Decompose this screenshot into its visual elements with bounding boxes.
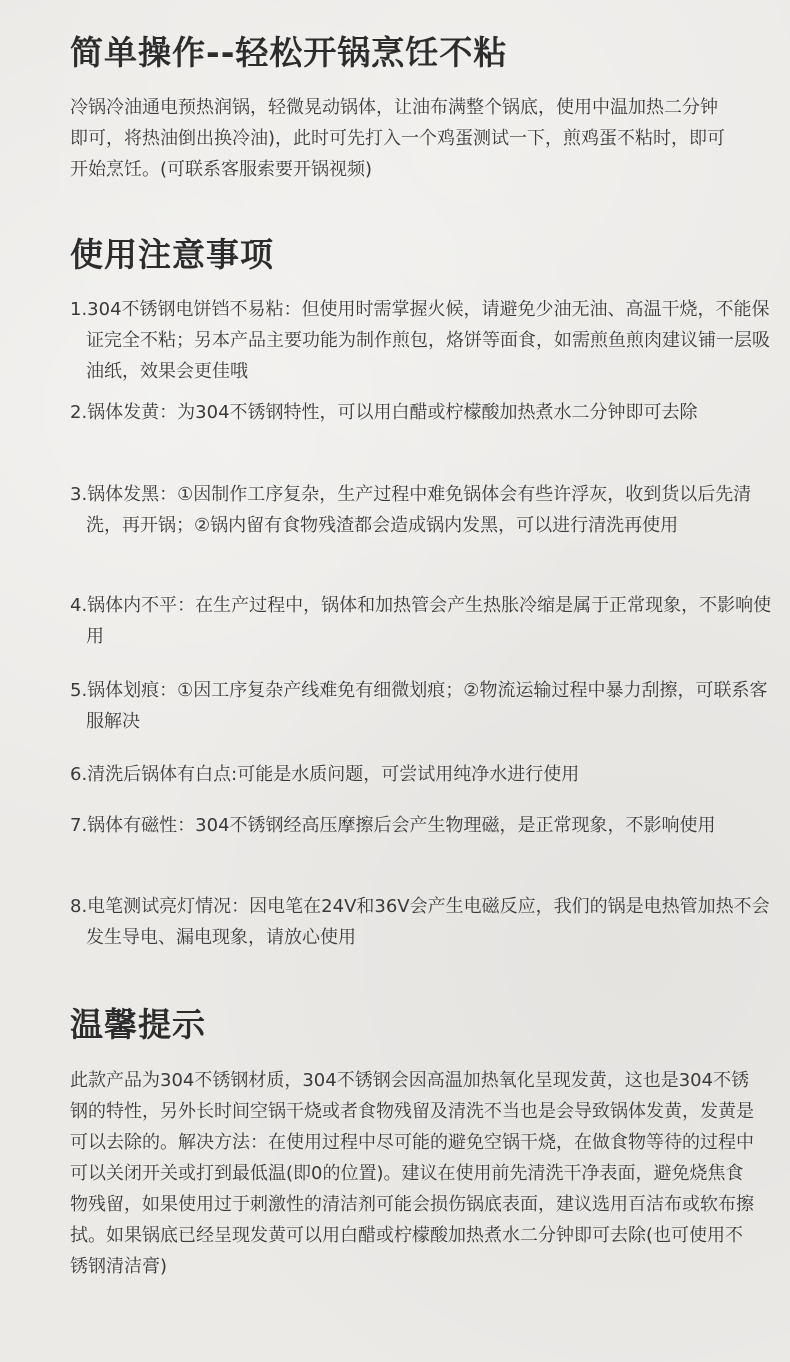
section-title: 简单操作--轻松开锅烹饪不粘 xyxy=(70,33,508,72)
note-item-8: 8.电笔测试亮灯情况：因电笔在24V和36V会产生电磁反应，我们的锅是电热管加热不会发生导电、漏电现象，请放心使用 xyxy=(70,896,770,948)
note-item-4: 4.锅体内不平：在生产过程中，锅体和加热管会产生热胀冷缩是属于正常现象，不影响使用 xyxy=(70,595,772,647)
note-item-5: 5.锅体划痕：①因工序复杂产线难免有细微划痕；②物流运输过程中暴力刮擦，可联系客服解决 xyxy=(70,680,768,732)
note-item-1: 1.304不锈钢电饼铛不易粘：但使用时需掌握火候，请避免少油无油、高温干烧，不能保证完全不粘；另本产品主要功能为制作煎包，烙饼等面食，如需煎鱼煎肉建议铺一层吸油纸，效果会更佳哦 xyxy=(70,299,770,382)
section-title: 温馨提示 xyxy=(70,1005,206,1044)
section-simple-operation xyxy=(70,33,760,73)
section-body: 冷锅冷油通电预热润锅，轻微晃动锅体，让油布满整个锅底，使用中温加热二分钟即可，将热油倒出换冷油)，此时可先打入一个鸡蛋测试一下，煎鸡蛋不粘时，即可开始烹饪。(可联系客服索要开锅视频) xyxy=(70,97,726,180)
note-item-2: 2.锅体发黄：为304不锈钢特性，可以用白醋或柠檬酸加热煮水二分钟即可去除 xyxy=(70,402,698,423)
note-item-7: 7.锅体有磁性：304不锈钢经高压摩擦后会产生物理磁，是正常现象，不影响使用 xyxy=(70,815,716,836)
section-title: 使用注意事项 xyxy=(70,235,274,274)
section-body: 此款产品为304不锈钢材质，304不锈钢会因高温加热氧化呈现发黄，这也是304不锈钢的特性，另外长时间空锅干烧或者食物残留及清洗不当也是会导致锅体发黄，发黄是可以去除的。解决方法：在使用过程中尽可能的避免空锅干烧，在做食物等待的过程中可以关闭开关或打到最低温(即0的位置)。建议在使用前先清洗干净表面，避免烧焦食物残留，如果使用过于刺激性的清洁剂可能会损伤锅底表面，建议选用百洁布或软布擦拭。如果锅底已经呈现发黄可以用白醋或柠檬酸加热煮水二分钟即可去除(也可使用不锈钢清洁膏) xyxy=(70,1070,754,1277)
section-usage-notes xyxy=(70,235,760,275)
note-item-6: 6.清洗后锅体有白点:可能是水质问题，可尝试用纯净水进行使用 xyxy=(70,764,580,785)
note-item-3: 3.锅体发黑：①因制作工序复杂，生产过程中难免锅体会有些许浮灰，收到货以后先清洗，再开锅；②锅内留有食物残渣都会造成锅内发黑，可以进行清洗再使用 xyxy=(70,484,752,536)
section-warm-tips xyxy=(70,1005,760,1045)
